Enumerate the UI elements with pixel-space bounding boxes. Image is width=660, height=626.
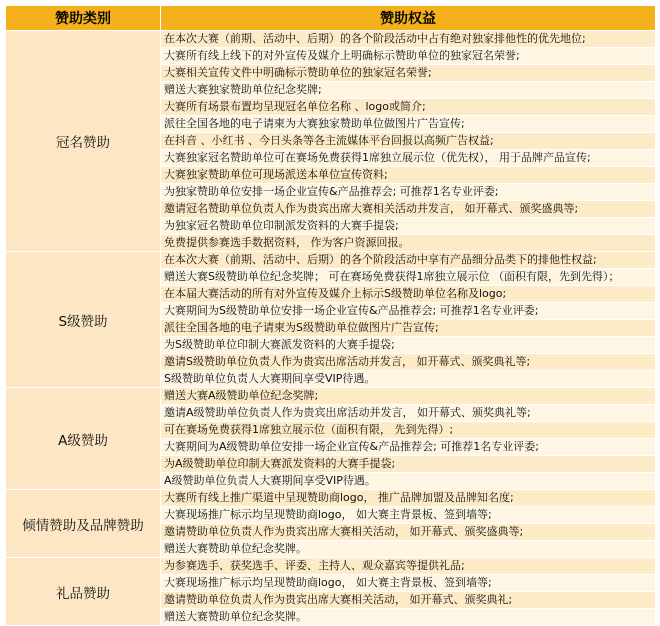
benefit-item: 派往全国各地的电子请柬为大赛独家赞助单位做图片广告宣传; — [161, 116, 656, 133]
benefit-item: 赠送大赛赞助单位纪念奖牌。 — [161, 541, 656, 558]
benefit-item: 大赛所有线上推广渠道中呈现赞助商logo， 推广品牌加盟及品牌知名度; — [161, 490, 656, 507]
benefit-item: 可在赛场免费获得1席独立展示位（面积有限， 先到先得）; — [161, 422, 656, 439]
sponsor-category: S级赞助 — [6, 252, 161, 388]
benefit-item: S级赞助单位负责人大赛期间享受VIP待遇。 — [161, 371, 656, 388]
table-row — [6, 558, 656, 575]
benefit-item: 为独家冠名赞助单位印制派发资料的大赛手提袋; — [161, 218, 656, 235]
sponsor-category: 冠名赞助 — [6, 31, 161, 252]
header-category: 赞助类别 — [6, 6, 161, 31]
benefit-item: 邀请赞助单位负责人作为贵宾出席大赛相关活动， 如开幕式、颁奖盛典等; — [161, 524, 656, 541]
table-row — [6, 490, 656, 507]
benefit-item: 大赛独家冠名赞助单位可在赛场免费获得1席独立展示位（优先权）， 用于品牌产品宣传; — [161, 150, 656, 167]
benefit-item: 大赛期间为A级赞助单位安排一场企业宣传&产品推荐会; 可推荐1名专业评委; — [161, 439, 656, 456]
sponsor-category: 倾情赞助及品牌赞助 — [6, 490, 161, 558]
benefit-item: 大赛独家赞助单位可现场派送本单位宣传资料; — [161, 167, 656, 184]
table-body — [6, 31, 656, 626]
benefit-item: 赠送大赛独家赞助单位纪念奖牌; — [161, 82, 656, 99]
benefit-item: 大赛现场推广标示均呈现赞助商logo， 如大赛主背景板、签到墙等; — [161, 507, 656, 524]
benefit-item: 大赛期间为S级赞助单位安排一场企业宣传&产品推荐会; 可推荐1名专业评委; — [161, 303, 656, 320]
sponsorship-table — [5, 5, 656, 626]
benefit-item: 赠送大赛赞助单位纪念奖牌。 — [161, 609, 656, 626]
benefit-item: 为参赛选手、获奖选手、评委、主持人、观众嘉宾等提供礼品; — [161, 558, 656, 575]
benefit-item: 免费提供参赛选手数据资料， 作为客户资源回报。 — [161, 235, 656, 252]
table-row — [6, 388, 656, 405]
header-benefits: 赞助权益 — [161, 6, 656, 31]
benefit-item: A级赞助单位负责人大赛期间享受VIP待遇。 — [161, 473, 656, 490]
benefit-item: 为S级赞助单位印制大赛派发资料的大赛手提袋; — [161, 337, 656, 354]
benefit-item: 大赛相关宣传文件中明确标示赞助单位的独家冠名荣誉; — [161, 65, 656, 82]
benefit-item: 在抖音 、小红书 、今日头条等各主流媒体平台回报以高频广告权益; — [161, 133, 656, 150]
benefit-item: 在本次大赛（前期、活动中、后期）的各个阶段活动中占有绝对独家排他性的优先地位; — [161, 31, 656, 48]
benefit-item: 为独家赞助单位安排一场企业宣传&产品推荐会; 可推荐1名专业评委; — [161, 184, 656, 201]
sponsor-category: A级赞助 — [6, 388, 161, 490]
benefit-item: 在本次大赛（前期、活动中、后期）的各个阶段活动中享有产品细分品类下的排他性权益; — [161, 252, 656, 269]
benefit-item: 赠送大赛A级赞助单位纪念奖牌; — [161, 388, 656, 405]
benefit-item: 邀请冠名赞助单位负责人作为贵宾出席大赛相关活动并发言， 如开幕式、颁奖盛典等; — [161, 201, 656, 218]
benefit-item: 赠送大赛S级赞助单位纪念奖牌； 可在赛场免费获得1席独立展示位 （面积有限，先到先得）； — [161, 269, 656, 286]
benefit-item: 大赛所有线上线下的对外宣传及媒介上明确标示赞助单位的独家冠名荣誉; — [161, 48, 656, 65]
benefit-item: 邀请S级赞助单位负责人作为贵宾出席活动并发言， 如开幕式、颁奖典礼等; — [161, 354, 656, 371]
benefit-item: 大赛现场推广标示均呈现赞助商logo， 如大赛主背景板、签到墙等; — [161, 575, 656, 592]
benefit-item: 在本届大赛活动的所有对外宣传及媒介上标示S级赞助单位名称及logo; — [161, 286, 656, 303]
benefit-item: 邀请赞助单位负责人作为贵宾出席大赛相关活动， 如开幕式、颁奖典礼; — [161, 592, 656, 609]
table-row — [6, 31, 656, 48]
benefit-item: 为A级赞助单位印制大赛派发资料的大赛手提袋; — [161, 456, 656, 473]
benefit-item: 派往全国各地的电子请柬为S级赞助单位做图片广告宣传; — [161, 320, 656, 337]
table-row — [6, 252, 656, 269]
sponsor-category: 礼品赞助 — [6, 558, 161, 626]
benefit-item: 邀请A级赞助单位负责人作为贵宾出席活动并发言， 如开幕式、颁奖典礼等; — [161, 405, 656, 422]
header-row — [6, 6, 656, 31]
benefit-item: 大赛所有场景布置均呈现冠名单位名称 、logo或简介; — [161, 99, 656, 116]
